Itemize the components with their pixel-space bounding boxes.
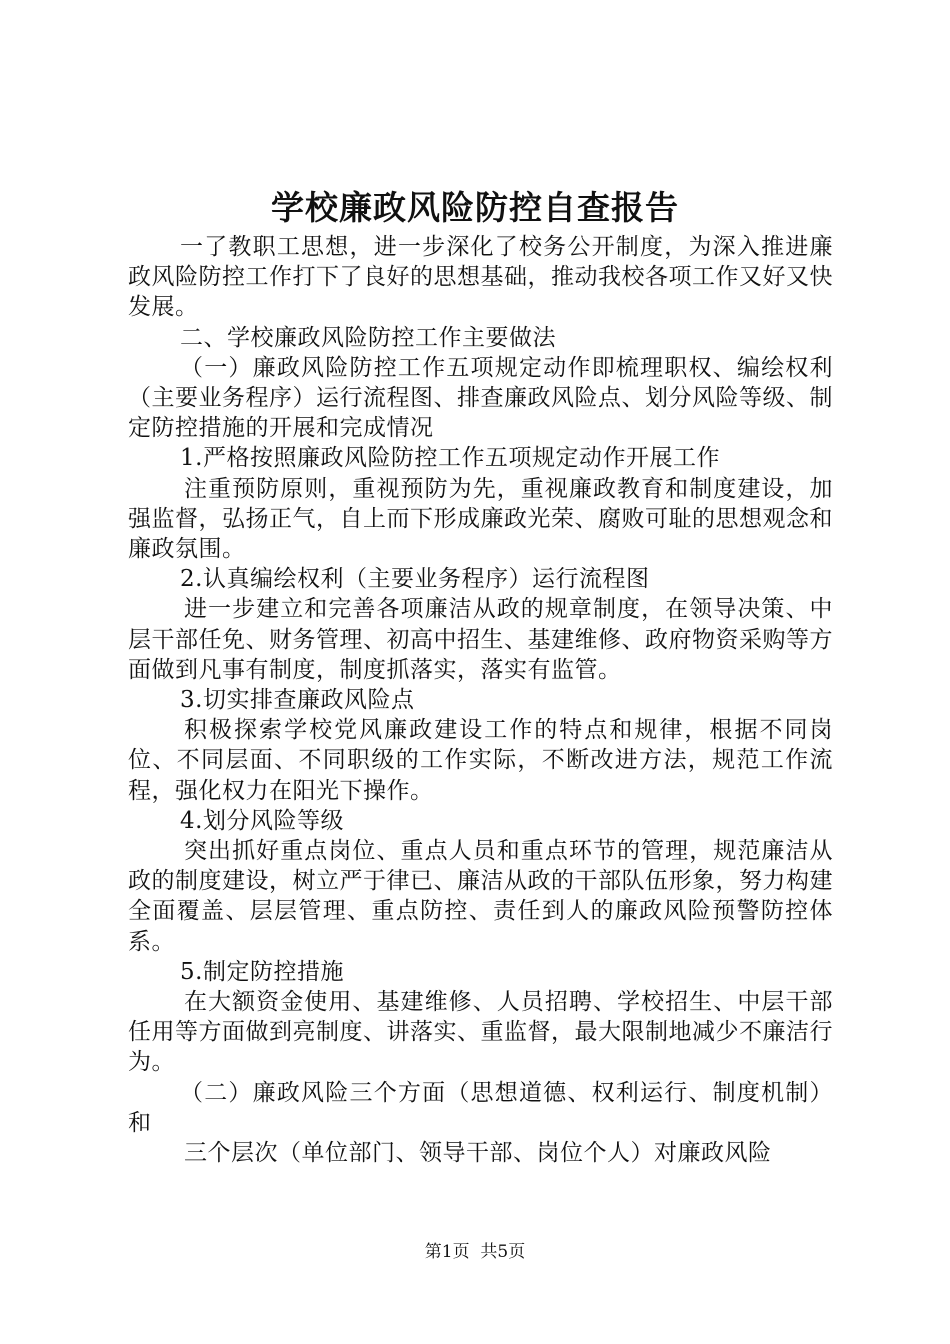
item-heading-5: 5.制定防控措施 xyxy=(180,958,344,985)
document-body xyxy=(128,232,833,1168)
item-heading-1: 1.严格按照廉政风险防控工作五项规定动作开展工作 xyxy=(180,445,720,472)
paragraph-item-1: 注重预防原则，重视预防为先，重视廉政教育和制度建设，加强监督，弘扬正气，自上而下形成廉政光荣、腐败可耻的思想观念和廉政氛围。 xyxy=(128,475,833,563)
section-heading-2: 二、学校廉政风险防控工作主要做法 xyxy=(180,324,556,351)
item-heading-2: 2.认真编绘权利（主要业务程序）运行流程图 xyxy=(180,566,650,593)
subsection-heading-2: （二）廉政风险三个方面（思想道德、权利运行、制度机制）和 xyxy=(128,1079,833,1136)
subsection-heading-1: （一）廉政风险防控工作五项规定动作即梳理职权、编绘权利（主要业务程序）运行流程图、排查廉政风险点、划分风险等级、制定防控措施的开展和完成情况 xyxy=(128,354,833,442)
item-heading-4: 4.划分风险等级 xyxy=(180,807,344,834)
paragraph-item-4: 突出抓好重点岗位、重点人员和重点环节的管理，规范廉洁从政的制度建设，树立严于律已、廉洁从政的干部队伍形象，努力构建全面覆盖、层层管理、重点防控、责任到人的廉政风险预警防控体系。 xyxy=(128,838,833,955)
paragraph-levels: 三个层次（单位部门、领导干部、岗位个人）对廉政风险 xyxy=(184,1140,772,1167)
page-footer xyxy=(0,1240,950,1264)
paragraph-item-3: 积极探索学校党风廉政建设工作的特点和规律，根据不同岗位、不同层面、不同职级的工作实际，不断改进方法，规范工作流程，强化权力在阳光下操作。 xyxy=(128,717,833,804)
paragraph-item-2: 进一步建立和完善各项廉洁从政的规章制度，在领导决策、中层干部任免、财务管理、初高中招生、基建维修、政府物资采购等方面做到凡事有制度，制度抓落实，落实有监管。 xyxy=(128,596,833,683)
item-heading-3: 3.切实排查廉政风险点 xyxy=(180,687,415,714)
page-total: 共5页 xyxy=(480,1242,526,1262)
paragraph-intro: 一了教职工思想，进一步深化了校务公开制度，为深入推进廉政风险防控工作打下了良好的思想基础，推动我校各项工作又好又快发展。 xyxy=(128,234,833,321)
paragraph-item-5: 在大额资金使用、基建维修、人员招聘、学校招生、中层干部任用等方面做到亮制度、讲落实、重监督，最大限制地减少不廉洁行为。 xyxy=(128,989,833,1076)
document-title: 学校廉政风险防控自查报告 xyxy=(271,188,679,227)
page-number: 第1页 xyxy=(424,1242,470,1262)
